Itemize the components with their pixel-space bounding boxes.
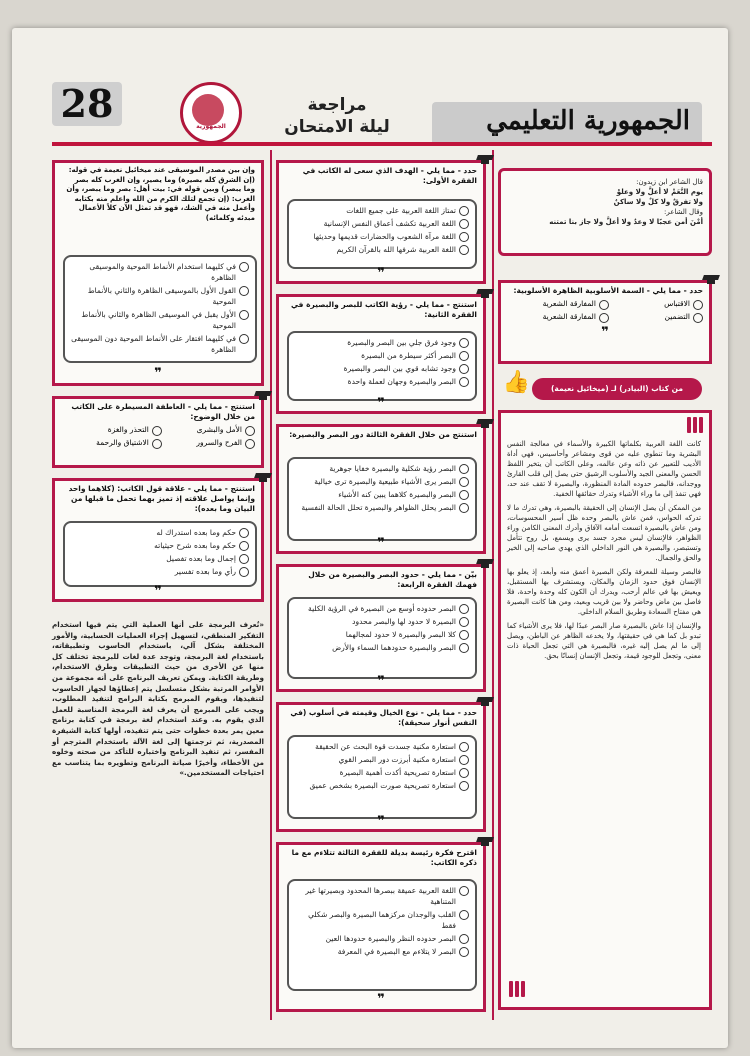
question-text: استنتج - مما يلي - العاطفة المسيطرة على الكاتب من خلال الوضوح:	[71, 402, 255, 421]
option[interactable]: القلب والوجدان مركزهما البصيرة والبصر شكلي فقط	[295, 909, 469, 931]
book-tag: من كتاب (البيادر) لـ (ميخائيل نعيمة)	[532, 378, 702, 400]
graduation-cap-icon	[477, 837, 493, 847]
option[interactable]: إجمال وما بعده تفصيل	[71, 553, 249, 564]
radio-icon	[459, 910, 469, 920]
options-panel	[287, 735, 477, 819]
quote-marks: ❞	[377, 266, 385, 281]
radio-icon	[459, 219, 469, 229]
question-box-vision	[276, 294, 486, 414]
question-box-emotion	[52, 396, 264, 468]
quote-marks: ❞	[377, 814, 385, 829]
masthead-title: الجمهورية التعليمي	[486, 106, 690, 136]
column-divider	[492, 150, 494, 1020]
question-box-idea	[276, 842, 486, 1012]
radio-icon	[459, 630, 469, 640]
options-panel	[63, 255, 257, 363]
option[interactable]: حكم وما بعده استدراك له	[71, 527, 249, 538]
option[interactable]: استعارة مكنية جسدت قوة البحث عن الحقيقة	[295, 741, 469, 752]
option[interactable]: البصر يرى الأشياء طبيعية والبصيرة ترى خيالية	[295, 476, 469, 487]
option[interactable]: البصر رؤية شكلية والبصيرة خفايا جوهرية	[295, 463, 469, 474]
option[interactable]: التضمين	[609, 312, 703, 323]
option[interactable]: في كليهما افتقار على الأنماط الموحية دون الموسيقى الظاهرة	[71, 333, 249, 355]
logo-text: الجمهورية	[196, 123, 226, 130]
radio-icon	[459, 364, 469, 374]
quote-marks: ❞	[377, 992, 385, 1007]
radio-icon	[245, 426, 255, 436]
question-box-role	[276, 424, 486, 554]
option[interactable]: البصر والبصيرة وجهان لعملة واحدة	[295, 376, 469, 387]
radio-icon	[239, 567, 249, 577]
question-text: حدد - مما يلي - السمة الأسلوبية الظاهرة الأسلوبية:	[513, 286, 703, 295]
option[interactable]: اللغة العربية شرفها الله بالقرآن الكريم	[295, 244, 469, 255]
question-box-imagery	[276, 702, 486, 832]
radio-icon	[459, 934, 469, 944]
option[interactable]: استعارة مكنية أبرزت دور البصر القوي	[295, 754, 469, 765]
radio-icon	[459, 604, 469, 614]
page-number: 28	[52, 82, 122, 126]
radio-icon	[239, 262, 249, 272]
radio-icon	[459, 338, 469, 348]
graduation-cap-icon	[477, 155, 493, 165]
graduation-cap-icon	[703, 275, 719, 285]
right-column	[498, 160, 712, 1020]
question-box-limits	[276, 564, 486, 692]
question-text: استنتج - مما يلي - علاقة قول الكاتب: (كلاهما واحد وإنما يواصل علاقته إذ تميز بهما تحمل ما قبلها من البيان وما بعده):	[68, 484, 255, 513]
option[interactable]: الاقتباس	[609, 299, 703, 310]
option[interactable]: الأمل والبشرى	[162, 425, 255, 436]
radio-icon	[459, 617, 469, 627]
option[interactable]: الفرح والسرور	[162, 438, 255, 449]
poem-intro: قال الشاعر ابن زيدون:	[636, 178, 703, 186]
essay-paragraph: والإنسان إذا عاش بالبصيرة صار البصر عبدًا لها، فلا يرى الأشياء كما تبدو بل كما هي في حقيقتها، ولا يخدعه الظاهر عن الباطن، ويصل إلى ما لم يصل إليه غيره، فالبصيرة هي التي تجعل الحياة ذات معنى، وتجعل للوجود قيمة، وتجعل الإنسان إنسانًا بحق.	[507, 622, 701, 660]
option[interactable]: المفارقة الشعرية	[515, 299, 609, 310]
radio-icon	[459, 206, 469, 216]
option[interactable]: اللغة العربية تكشف أعماق النفس الإنسانية	[295, 218, 469, 229]
essay-paragraph: كانت اللغة العربية بكلماتها الكبيرة والأسماء في معالجة النفس البشرية وما تنطوي عليه من قوى ومشاعر وأحاسيس، فهي أداة الأديب للتعبير عن ذاته وعن عالمه، وعلى الكاتب أن يتخير اللفظ الحسن والمعنى الجيد والأسلوب الرشيق حتى يصل إلى قلب القارئ ووجدانه، فالبصر حدوده المادة المنظورة، والبصيرة لا تقف عند حد، فهي تنفذ إلى ما وراء الأشياء وتدرك حقائقها الخفية.	[507, 440, 701, 498]
radio-icon	[459, 768, 469, 778]
radio-icon	[152, 439, 162, 449]
graduation-cap-icon	[477, 289, 493, 299]
radio-icon	[459, 377, 469, 387]
graduation-cap-icon	[255, 391, 271, 401]
option[interactable]: حكم وما بعده شرح حيثياته	[71, 540, 249, 551]
quote-marks: ❞	[377, 396, 385, 411]
question-text: استنتج من خلال الفقرة الثالثة دور البصر والبصيرة:	[289, 430, 477, 439]
radio-icon	[599, 313, 609, 323]
radio-icon	[239, 541, 249, 551]
question-box-music	[52, 160, 264, 386]
option[interactable]: الاشتياق والرحمة	[69, 438, 162, 449]
graduation-cap-icon	[477, 697, 493, 707]
radio-icon	[459, 755, 469, 765]
radio-icon	[239, 334, 249, 344]
masthead	[432, 102, 702, 146]
radio-icon	[459, 503, 469, 513]
option[interactable]: البصر والبصيرة كلاهما يبين كنه الأشياء	[295, 489, 469, 500]
question-box-goal	[276, 160, 486, 284]
option[interactable]: اللغة مرآة الشعوب والحضارات قديمها وحديثها	[295, 231, 469, 242]
radio-icon	[239, 310, 249, 320]
options-panel	[287, 879, 477, 991]
graduation-cap-icon	[255, 473, 271, 483]
options-panel	[287, 331, 477, 401]
essay-marker-icon	[685, 417, 703, 437]
graduation-cap-icon	[477, 419, 493, 429]
options-panel	[287, 597, 477, 679]
option[interactable]: البصيرة لا حدود لها والبصر محدود	[295, 616, 469, 627]
section-title-line1: مراجعة	[307, 95, 367, 115]
option[interactable]: البصر يحلل الظواهر والبصيرة تحلل الحالة النفسية	[295, 502, 469, 513]
question-text: اقترح فكرة رئيسة بديلة للفقرة الثالثة تتلاءم مع ما ذكره الكاتب:	[291, 848, 477, 867]
radio-icon	[459, 351, 469, 361]
radio-icon	[239, 286, 249, 296]
radio-icon	[459, 886, 469, 896]
radio-icon	[459, 245, 469, 255]
quote-marks: ❞	[601, 325, 609, 340]
programming-essay	[52, 620, 264, 1012]
radio-icon	[459, 232, 469, 242]
poem-line3: أمْنَ أمن عجبًا لا وعدٌ ولا أعلَّ ولا جاز بنا تمتنه	[549, 218, 703, 226]
option[interactable]: البصر لا يتلاءم مع البصيرة في المعرفة	[295, 946, 469, 957]
question-text: بيّن - مما يلي - حدود البصر والبصيرة من خلال فهمك الفقرة الرابعة:	[308, 570, 477, 589]
option[interactable]: الأول يقبل في الموسيقى الظاهرة والثاني بالأنماط الموحية	[71, 309, 249, 331]
radio-icon	[245, 439, 255, 449]
options-panel	[287, 457, 477, 541]
radio-icon	[459, 947, 469, 957]
option[interactable]: البصر حدوده أوسع من البصيرة في الرؤية الكلية	[295, 603, 469, 614]
option[interactable]: المفارقة الشعرية	[515, 312, 609, 323]
radio-icon	[239, 554, 249, 564]
newspaper-logo	[180, 82, 242, 144]
option[interactable]: البصر حدوده النظر والبصيرة حدودها العين	[295, 933, 469, 944]
question-text: حدد - مما يلي - الهدف الذي سعى له الكاتب في الفقرة الأولى:	[302, 166, 477, 185]
option[interactable]: تمتاز اللغة العربية على جميع اللغات	[295, 205, 469, 216]
page-header	[52, 80, 712, 150]
page-sheet	[52, 80, 712, 1020]
left-column	[52, 150, 264, 1020]
thumbs-up-icon: 👍	[502, 370, 530, 395]
essay-paragraph: فالبصر وسيلة للمعرفة ولكن البصيرة أعمق منه وأبعد، إذ يعلو بها الإنسان فوق حدود الزمان والمكان، ويستشرف بها المستقبل، ويعيش بها في عالم أرحب، ويدرك أن الكون كله وحدة واحدة، فلا فاصل بين ماض وحاضر ولا بين قريب وبعيد، ومن هنا كانت البصيرة هي مفتاح السعادة وطريق السلام الداخلي.	[507, 568, 701, 616]
poem-line2: ولا تفرقٌ ولا كلٌ ولا ساكنُ	[613, 198, 703, 206]
option[interactable]: في كليهما استخدام الأنماط الموحية والموسيقى الظاهرة	[71, 261, 249, 283]
option[interactable]: استعارة تصريحية أكدت أهمية البصيرة	[295, 767, 469, 778]
radio-icon	[459, 742, 469, 752]
options-panel	[63, 521, 257, 587]
option[interactable]: البصر أكثر سيطرة من البصيرة	[295, 350, 469, 361]
essay-text: «تُعرف البرمجة على أنها العملية التي يتم فيها استخدام التفكير المنطقي، لتسهيل إجراء العمليات الحسابية، والأمور المختلفة بشكل آلي، باستخدام الحاسوب وتطبيقاته، باستخدام لغة البرمجة، وتوجد عدة لغات للبرمجة تختلف كل منها عن الأخرى من حيث التطبيقات وطرق الاستخدام، وطريقة الكتابة. ويمكن تعريف البرنامج على أنه مجموعة من الأوامر المرتبة بشكل متسلسل يتم إعطاؤها لجهاز الحاسوب لتنفيذها، ويقوم المبرمج بكتابة البرامج لتنفيذ المطلوب، ويجب على المبرمج أن يعرف لغة البرمجة المناسبة للعمل الذي يقوم به. وعند استخدام لغة برمجة في كتابة برنامج معين يمر بعدة خطوات حتى يتم تنفيذه، أولها كتابة الشيفرة المصدرية، ثم ترجمتها إلى لغة الآلة باستخدام المترجم أو المفسر، ثم تنفيذ البرنامج واختباره للتأكد من صحته وخلوه من الأخطاء، وأخيرًا صيانة البرنامج وتطويره بما يتناسب مع احتياجات المستخدمين.»	[52, 620, 264, 778]
poem-box	[498, 168, 712, 256]
column-divider	[270, 150, 272, 1020]
option[interactable]: استعارة تصريحية صورت البصيرة بشخص عميق	[295, 780, 469, 791]
option[interactable]: وجود تشابه قوي بين البصر والبصيرة	[295, 363, 469, 374]
question-text: حدد - مما يلي - نوع الخيال وقيمته في أسلوب (في النفس أنوار سحيقة):	[290, 708, 477, 727]
middle-column	[276, 150, 486, 1020]
option[interactable]: رأي وما بعده تفسير	[71, 566, 249, 577]
poem-line1: يوم النَّعَمْ لا أعلَّ ولا وعلوْ	[616, 188, 703, 196]
essay-end-icon	[507, 981, 525, 1001]
question-box-style	[498, 280, 712, 364]
option[interactable]: وجود فرق جلي بين البصر والبصيرة	[295, 337, 469, 348]
options-panel	[287, 199, 477, 269]
option[interactable]: كلا البصر والبصيرة لا حدود لمجالهما	[295, 629, 469, 640]
question-box-relation	[52, 478, 264, 602]
quote-marks: ❞	[377, 674, 385, 689]
quote-marks: ❞	[154, 584, 162, 599]
quote-marks: ❞	[154, 366, 162, 381]
graduation-cap-icon	[477, 559, 493, 569]
newspaper-page	[12, 28, 728, 1048]
radio-icon	[693, 300, 703, 310]
section-title-line2: ليلة الامتحان	[284, 117, 390, 137]
section-title	[272, 94, 402, 138]
radio-icon	[693, 313, 703, 323]
essay-box	[498, 410, 712, 1010]
option[interactable]: اللغة العربية عميقة ببصرها المحدود وبصيرتها غير المتناهية	[295, 885, 469, 907]
radio-icon	[459, 464, 469, 474]
radio-icon	[152, 426, 162, 436]
radio-icon	[599, 300, 609, 310]
radio-icon	[459, 490, 469, 500]
option[interactable]: القول الأول بالموسيقى الظاهرة والثاني بالأنماط الموحية	[71, 285, 249, 307]
header-rule	[52, 142, 712, 146]
essay-paragraph: من الممكن أن يصل الإنسان إلى الحقيقة بالبصيرة، وهي تدرك ما لا تدركه الحواس، فمن عاش بالبصر وحده ظل أسير المحسوسات، ومن عاش بالبصيرة اتسعت أمامه الآفاق وأدرك المعنى الكامن وراء الظواهر، فالإنسان ليس مجرد جسد يرى ويسمع، بل روح تتأمل وتستبصر، والبصيرة هي النور الداخلي الذي يهدي صاحبه إلى الخير والحق والجمال.	[507, 504, 701, 562]
quote-marks: ❞	[377, 536, 385, 551]
radio-icon	[459, 477, 469, 487]
radio-icon	[239, 528, 249, 538]
radio-icon	[459, 781, 469, 791]
option[interactable]: التحذر والغزة	[69, 425, 162, 436]
poem-intro2: وقال الشاعر:	[663, 208, 703, 216]
option[interactable]: البصر والبصيرة حدودهما السماء والأرض	[295, 642, 469, 653]
question-text: وإن بين مصدر الموسيقى عند ميخائيل نعيمة في قوله: (إن الشرق كله بصيرة) وما يصير، وإن الغرب كله بصر وما يبصر) وبين قوله في: بيت أهل: بصر وما يبصر، وأن الغرب: (إن تجمع لتلك الكرم من الله واعلم منه بكتابه وأعمل منه في الشك، فهو قد تمثل الآن كلاً الأعمال مبدئه وكلمائه)	[66, 166, 255, 222]
question-text: استنتج - مما يلي - رؤية الكاتب للبصر والبصيرة في الفقرة الثانية:	[290, 300, 477, 319]
radio-icon	[459, 643, 469, 653]
